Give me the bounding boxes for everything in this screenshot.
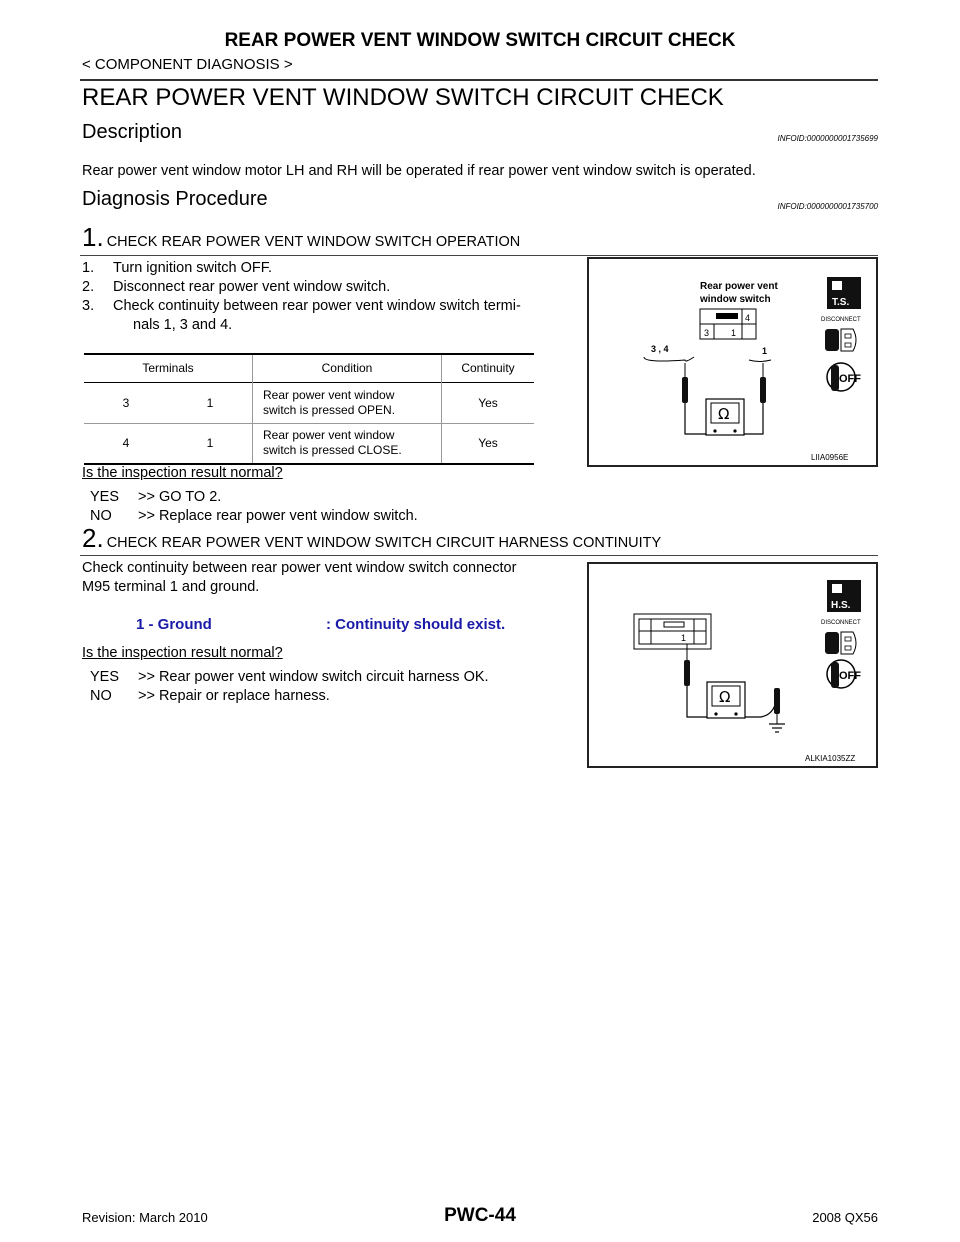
probe-left xyxy=(684,660,690,686)
step1-item-3: 3. Check continuity between rear power vent window switch termi- nals 1, 3 and 4. xyxy=(82,298,521,333)
pin-4-label: 4 xyxy=(745,313,751,323)
step1-title: CHECK REAR POWER VENT WINDOW SWITCH OPERATION xyxy=(106,234,521,250)
probe-left xyxy=(682,377,688,403)
footer-revision: Revision: March 2010 xyxy=(82,1210,208,1225)
step2-text: Check continuity between rear power vent window switch connector M95 terminal 1 and ground. xyxy=(82,560,517,595)
ground-spec-value: : Continuity should exist. xyxy=(326,616,506,633)
step1-answers xyxy=(90,488,418,526)
step1-question: Is the inspection result normal? xyxy=(82,465,283,481)
step2-heading xyxy=(82,523,661,554)
pin-1-label: 1 xyxy=(681,633,687,643)
terminal-table xyxy=(84,353,534,465)
ignition-off-icon xyxy=(831,662,839,688)
step2-answers xyxy=(90,668,489,706)
disconnect-connector-icon xyxy=(825,632,839,654)
diagnosis-infoid: INFOID:0000000001735700 xyxy=(777,202,878,211)
switch-label-line2: window switch xyxy=(700,294,771,305)
ignition-off-text: OFF xyxy=(839,670,861,682)
step1-heading xyxy=(82,222,520,253)
disconnect-connector-icon xyxy=(845,343,851,347)
probe-right xyxy=(774,688,780,714)
ohm-symbol-icon: Ω xyxy=(718,405,730,423)
hs-badge-text: H.S. xyxy=(831,600,851,611)
lead-wire xyxy=(745,688,777,717)
pin-1-label: 1 xyxy=(731,328,737,338)
disconnect-connector-icon xyxy=(841,632,856,654)
step1-item-1: 1. Turn ignition switch OFF. xyxy=(82,260,273,276)
step2-question: Is the inspection result normal? xyxy=(82,645,283,661)
connector-lock xyxy=(716,313,738,319)
switch-label-line1: Rear power vent xyxy=(700,281,778,292)
figure-code: LIIA0956E xyxy=(811,453,849,462)
ground-spec-label: 1 - Ground xyxy=(136,616,212,633)
probe-bracket xyxy=(749,360,771,362)
description-text: Rear power vent window motor LH and RH will be operated if rear power vent window switch is operated. xyxy=(82,163,756,179)
col-continuity: Continuity xyxy=(461,361,515,376)
step1-yes: YES >> GO TO 2. xyxy=(90,489,222,505)
meter-jack xyxy=(734,712,737,715)
col-terminals: Terminals xyxy=(84,354,253,382)
description-infoid: INFOID:0000000001735699 xyxy=(777,134,878,143)
connector-lock xyxy=(664,622,684,627)
meter-jack xyxy=(733,429,736,432)
diagnosis-heading: Diagnosis Procedure xyxy=(82,188,268,210)
disconnect-connector-icon xyxy=(845,646,851,650)
lead-wire xyxy=(687,686,707,717)
probe-label-3-4: 3 , 4 xyxy=(651,344,669,354)
pin-3-label: 3 xyxy=(704,328,710,338)
disconnect-label: DISCONNECT xyxy=(821,317,861,323)
meter-jack xyxy=(713,429,716,432)
step2-diagram xyxy=(589,564,876,766)
step2-rule xyxy=(80,555,878,556)
breadcrumb: < COMPONENT DIAGNOSIS > xyxy=(82,56,293,73)
step1-rule xyxy=(80,255,878,256)
running-title: REAR POWER VENT WINDOW SWITCH CIRCUIT CHECK xyxy=(224,30,736,51)
step1-figure xyxy=(587,257,878,467)
table-row: 3 1 Rear power vent window switch is pressed OPEN. Yes xyxy=(84,382,534,423)
ignition-off-text: OFF xyxy=(839,373,861,385)
disconnect-connector-icon xyxy=(825,329,839,351)
header-rule xyxy=(80,79,878,81)
ts-badge-text: T.S. xyxy=(832,297,850,308)
disconnect-connector-icon xyxy=(845,637,851,641)
step1-no: NO >> Replace rear power vent window switch. xyxy=(90,508,418,524)
page-number: PWC-44 xyxy=(444,1205,516,1226)
step2-yes: YES >> Rear power vent window switch circuit harness OK. xyxy=(90,669,489,685)
col-condition: Condition xyxy=(253,354,442,382)
hs-badge-icon xyxy=(832,584,842,593)
probe-right xyxy=(760,377,766,403)
ts-badge-icon xyxy=(832,281,842,290)
meter-jack xyxy=(714,712,717,715)
probe-label-1: 1 xyxy=(762,346,768,356)
step1-number: 1. xyxy=(82,222,104,252)
disconnect-connector-icon xyxy=(841,329,856,351)
step2-no: NO >> Repair or replace harness. xyxy=(90,688,330,704)
description-heading: Description xyxy=(82,121,183,143)
step1-diagram xyxy=(589,259,876,465)
step1-instructions xyxy=(82,259,582,335)
disconnect-connector-icon xyxy=(845,334,851,338)
disconnect-label: DISCONNECT xyxy=(821,620,861,626)
probe-bracket xyxy=(644,357,694,361)
figure-code: ALKIA1035ZZ xyxy=(805,754,856,763)
step2-title: CHECK REAR POWER VENT WINDOW SWITCH CIRCUIT HARNESS CONTINUITY xyxy=(106,535,662,551)
table-header-row xyxy=(84,354,534,382)
step2-number: 2. xyxy=(82,523,104,553)
step2-figure xyxy=(587,562,878,768)
ignition-off-icon xyxy=(831,365,839,391)
step1-item-2: 2. Disconnect rear power vent window switch. xyxy=(82,279,391,295)
ohm-symbol-icon: Ω xyxy=(719,688,731,706)
footer-model: 2008 QX56 xyxy=(812,1210,878,1225)
section-title: REAR POWER VENT WINDOW SWITCH CIRCUIT CHECK xyxy=(82,84,724,111)
table-row: 4 1 Rear power vent window switch is pressed CLOSE. Yes xyxy=(84,423,534,464)
ground-spec xyxy=(136,616,505,633)
